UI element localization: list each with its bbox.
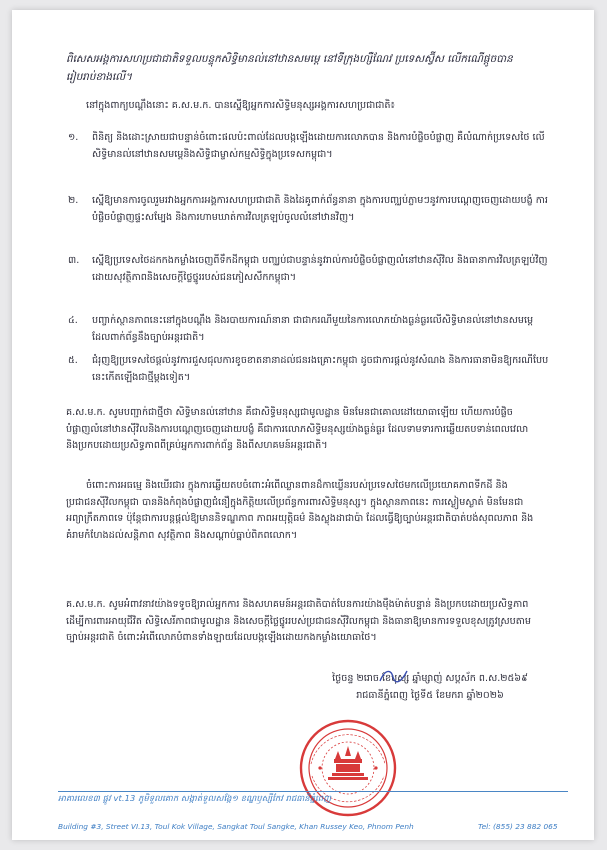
footer-divider (58, 791, 568, 792)
list-item-text: ស្នើឱ្យប្រទេសថៃដកកងកម្លាំងចេញពីទឹកដីកម្ពុជា បញ្ឈប់ជាបន្ទាន់នូវរាល់ការបំផ្លិចបំផ្លាញលំនៅឋានស៊ីវិល និងធានាការវិលត្រឡប់វិញដោយសុវត្ថិភាពនិងសេចក្ដីថ្លៃថ្នូររបស់ជនភៀសសឹកកម្ពុជា។ (92, 255, 548, 283)
intro-paragraph: ពិសេសអង្គការសហប្រជាជាតិទទួលបន្ទុកសិទ្ធិមានល់នៅឋានសមមេ្ត នៅទីក្រុងហ្សឺណែវ ប្រទេសស្វ៊ីស លើកណើផ្ដូចបានរៀបរាប់ខាងលើ។ (66, 53, 513, 83)
list-item (68, 253, 552, 286)
list-number: ៤. (68, 315, 78, 326)
paragraph-request: នៅក្នុងពាក្យបណ្ដឹងនោះ គ.ស.ម.ក. បានស្នើឱ្យអ្នកការសិទ្ធិមនុស្សអង្គការសហប្រជាជាតិ៖ (86, 100, 395, 111)
list-item (68, 353, 552, 386)
list-item (68, 193, 552, 226)
list-number: ៣. (68, 255, 80, 266)
date-solar: រាជធានីភ្នំពេញ ថ្ងៃទី៥ ខែមករា ឆ្នាំ២០២៦ (356, 690, 504, 701)
footer-telephone: Tel: (855) 23 882 065 (478, 822, 558, 831)
signature-mark (377, 665, 417, 687)
paragraph-silence: ចំពោះការអធមេ្ម និងឃើរជារ ក្នុងការឆ្លើយតបចំពោះអំពើឈ្លានពានដ៏កាឃ្លើនរបស់ប្រទេសថៃមកលើប្រយោគភាពទីកដី និងប្រជាជនស៊ីវិលកម្ពុជា បាននិងកំពុងបំផ្លាញជំនឿក្នុងកិត្តិយលើប្រព័ន្ធការពារសិទ្ធិមនុស្ស។ ក្នុងស្ថានភាពនេះ ការស្ងៀមស្ងាត់ មិនមែនជាអព្យាក្រឹតភាពទេ ប៉ុន្តែជាការបន្តផ្ដល់ឱ្យមាននិទណ្ឌភាព ភាពអយុត្តិធម៌ និងស្លុងដាជាប៉ា ដែលធ្វើឱ្យច្បាប់អន្តរជាតិបាត់បង់សុពលភាព និងគំរាមកំហែងដល់សន្តិភាព សុវត្ថិភាព និងសណ្ដាប់ធ្នាប់ពិភពលោក។ (66, 480, 534, 541)
document-page (12, 10, 594, 840)
list-item (68, 130, 552, 163)
list-number: ២. (68, 195, 79, 206)
footer-address-english: Building #3, Street VI.13, Toul Kok Village, Sangkat Toul Sangke, Khan Russey Keo, Phnom Penh (58, 822, 414, 831)
footer-address-khmer: អាគារលេខ៣ ផ្លូវ vt.13 ភូមិទួលគោក សង្កាត់ទួលសង្កែ១ ខណ្ឌឫស្សីកែវ រាជធានីភ្នំពេញ (58, 793, 332, 803)
list-number: ៥. (68, 355, 78, 366)
list-item (68, 313, 552, 346)
paragraph-appeal: គ.ស.ម.ក. សូមអំពាវនាវយ៉ាងទទូចឱ្យរាល់អ្នកការ និងសហគមន៍អន្តរជាតិបាត់បែនការយ៉ាងម៉ឺងម៉ាត់បន្ទាន់ និងប្រកបដោយប្រសិទ្ធភាព ដើម្បីការពារអាយុជីវិត សិទ្ធិសេរីភាពជាមូលដ្ឋាន និងសេចក្ដីថ្លៃថ្នូររបស់ប្រជាជនស៊ីវិលកម្ពុជា និងធានាឱ្យមានការទទួលខុសត្រូវស្របតាមច្បាប់អន្តរជាតិ ចំពោះអំពើលោភបំពានទាំងឡាយដែលបង្កឡើងដោយកងកម្លាំងយោធាថៃ។ (66, 599, 531, 643)
date-block (310, 670, 550, 704)
list-item-text: ជំរុញឱ្យប្រទេសថៃផ្ដល់នូវការជួសជុលការខូចខាតនានាដល់ជនរងគ្រោះកម្ពុជា ដូចជាការផ្ដល់នូវសំណង និងការធានាមិនឱ្យករណីបែបនេះកើតឡើងជាថ្មីម្ដងទៀត។ (92, 355, 549, 383)
date-lunar: ថ្ងៃចន្ទ ២រោច ខែបុស្ស ឆ្នាំម្សាញ់ សប្តស័ក ព.ស.២៥៦៩ (332, 673, 528, 684)
list-number: ១. (68, 132, 79, 143)
list-item-text: ស្នើឱ្យមានការចូលរួមរវាងអ្នកការអង្គការសហប្រជាជាតិ និងដៃគូពាក់ព័ន្ធនានា ក្នុងការបញ្ឈប់ភ្លាមៗនូវការបណ្ដេញចេញដោយបង្ខំ ការបំផ្លិចបំផ្លាញផ្ទះសម្បែង និងការហាមឃាត់ការវិលត្រឡប់ចូលលំនៅឋានវិញ។ (92, 195, 548, 223)
paragraph-affirmation: គ.ស.ម.ក. សូមបញ្ជាក់ជាថ្មីថា សិទ្ធិមានល់នៅឋាន គឺជាសិទ្ធិមនុស្សជាមូលដ្ឋាន មិនមែនជាគោលដៅយោធាឡើយ ហើយការបំផ្លិចបំផ្លាញលំនៅឋានស៊ីវិលនិងការបណ្ដេញចេញដោយបង្ខំ គឺជាការលោភសិទ្ធិមនុស្សយ៉ាងធ្ងន់ធ្ងរ ដែលទាមទារការឆ្លើយតបទាន់ពេលវេលា និងប្រកបដោយប្រសិទ្ធភាពពីគ្រប់អ្នកការពាក់ព័ន្ធ និងពីសហគមន៍អន្តរជាតិ។ (66, 407, 529, 451)
list-item-text: ពិនិត្យ និងដោះស្រាយជាបន្ទាន់ចំពោះផលប៉ះពាល់ដែលបង្កឡើងដោយការលោភបាន និងការបំផ្លិចបំផ្លាញ គឺលំណាក់ប្រទេសថៃ លើសិទ្ធិមានល់នៅឋានសមមេ្តនិងសិទ្ធិជាម្ចាស់កម្មសិទ្ធិក្នុងប្រទេសកម្ពុជា។ (92, 132, 545, 160)
list-item-text: បញ្ចាក់ស្ថានភាពនេះនៅក្នុងបណ្ដឹង និងរបាយការណ៍នានា ជាជាករណីមួយនៃការលោភយ៉ាងធ្ងន់ធ្ងរលើសិទ្ធិមានល់នៅឋានសមមេ្ត ដែលពាក់ព័ន្ធនឹងច្បាប់អន្តរជាតិ។ (92, 315, 534, 343)
